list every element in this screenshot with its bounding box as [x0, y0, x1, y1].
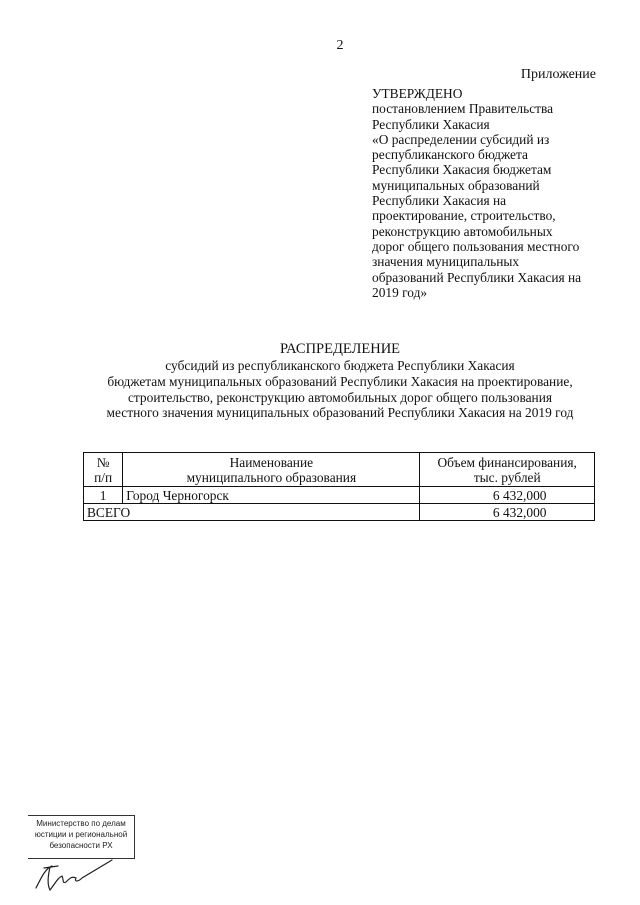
approval-line: Республики Хакасия на — [372, 193, 507, 209]
row-name: Город Черногорск — [123, 487, 420, 504]
stamp-line: Министерство по делам — [36, 819, 126, 828]
approval-line: Республики Хакасия — [372, 116, 490, 132]
header-amount-line: тыс. рублей — [473, 469, 541, 485]
table-total-row — [84, 504, 595, 521]
approval-line: 2019 год» — [372, 284, 428, 300]
stamp-line: юстиции и региональной — [34, 830, 128, 839]
header-amount-line: Объем финансирования, — [437, 454, 577, 470]
header-num-line: п/п — [94, 469, 113, 485]
approval-line: республиканского бюджета — [372, 147, 528, 163]
header-name — [123, 453, 420, 487]
document-title: РАСПРЕДЕЛЕНИЕ — [279, 341, 401, 357]
approval-line: постановлением Правительства — [372, 101, 554, 117]
registration-stamp — [28, 815, 135, 859]
header-num-line: № — [96, 454, 110, 470]
approval-line: проектирование, строительство, — [372, 208, 556, 224]
approval-line: значения муниципальных — [372, 254, 520, 270]
approval-line: УТВЕРЖДЕНО — [372, 86, 463, 101]
table-row — [84, 487, 595, 504]
handwritten-signature — [32, 858, 122, 899]
total-label: ВСЕГО — [84, 504, 420, 521]
approval-line: реконструкцию автомобильных — [372, 223, 553, 239]
approval-line: Республики Хакасия бюджетам — [372, 162, 552, 178]
header-amount — [420, 453, 595, 487]
approval-line: образований Республики Хакасия на — [372, 269, 582, 285]
header-name-line: Наименование — [229, 454, 314, 470]
subtitle-line: субсидий из республиканского бюджета Республики Хакасия — [165, 358, 515, 373]
approval-block — [372, 86, 602, 300]
approval-line: «О распределении субсидий из — [372, 131, 550, 147]
subtitle-line: бюджетам муниципальных образований Республики Хакасия на проектирование, — [107, 373, 573, 389]
page-number: 2 — [336, 38, 344, 53]
row-num: 1 — [84, 487, 123, 504]
approval-line: муниципальных образований — [372, 177, 540, 193]
document-subtitle — [0, 358, 640, 421]
signature-icon — [32, 858, 122, 894]
table-header-row — [84, 453, 595, 487]
total-amount: 6 432,000 — [420, 504, 595, 521]
appendix-label: Приложение — [520, 67, 596, 82]
header-name-line: муниципального образования — [186, 469, 357, 485]
subtitle-line: местного значения муниципальных образований Республики Хакасия на 2019 год — [106, 405, 574, 421]
header-num — [84, 453, 123, 487]
stamp-line: безопасности РХ — [49, 841, 113, 850]
approval-line: дорог общего пользования местного — [372, 238, 580, 254]
subtitle-line: строительство, реконструкцию автомобильных дорог общего пользования — [127, 389, 553, 405]
distribution-table — [83, 452, 595, 521]
row-amount: 6 432,000 — [420, 487, 595, 504]
